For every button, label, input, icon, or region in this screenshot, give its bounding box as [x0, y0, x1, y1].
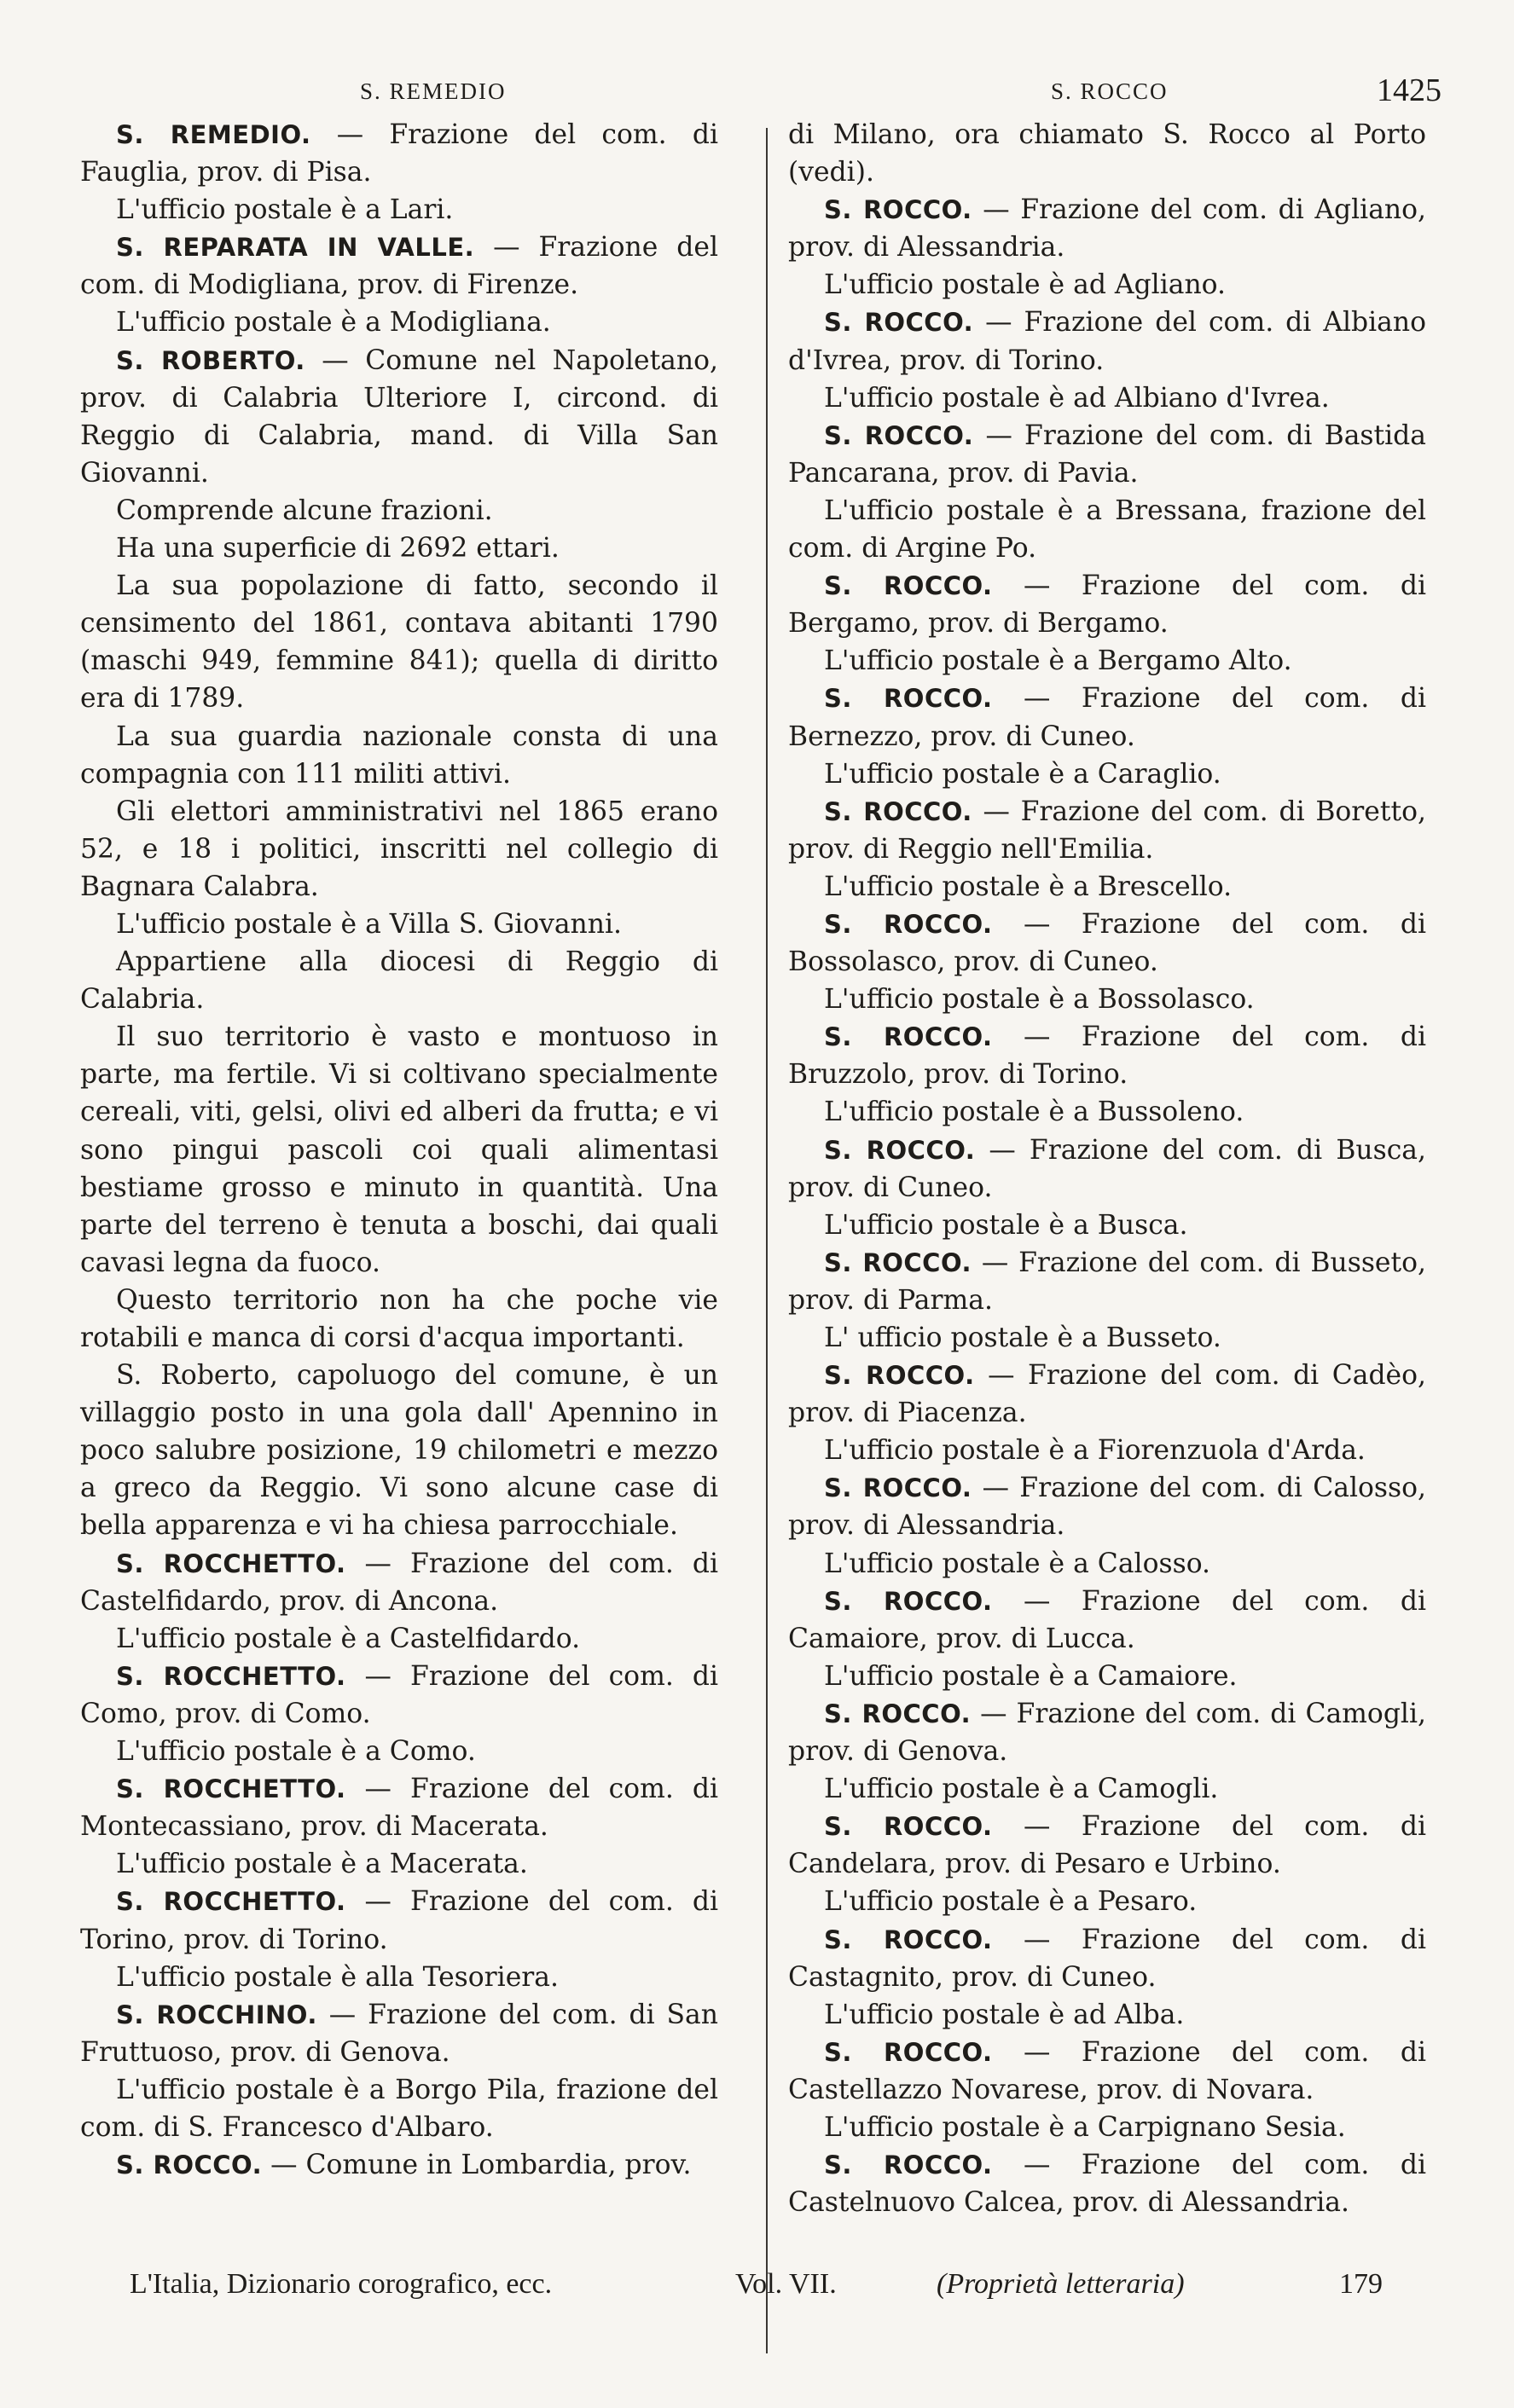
- text-paragraph: [80, 304, 718, 341]
- entry-text: L'ufficio postale è a Caraglio.: [824, 758, 1221, 790]
- entry-headword: S. ROCCO.: [824, 684, 993, 714]
- entry-text: — Frazione del com. di Bernezzo, prov. di Cuneo.: [788, 683, 1426, 752]
- text-paragraph: [788, 379, 1426, 417]
- entry-text: — Frazione del com. di Torino, prov. di Torino.: [80, 1886, 719, 1955]
- text-paragraph: [80, 2071, 718, 2146]
- entry-text: — Frazione del com. di Busca, prov. di Cuneo.: [788, 1134, 1426, 1203]
- text-paragraph: [80, 1620, 718, 1658]
- entry-headword: S. ROCCO.: [824, 571, 993, 601]
- entry-headword: S. ROCCO.: [824, 1699, 972, 1728]
- text-paragraph: [80, 492, 718, 530]
- entry-headword: S. ROCCO.: [824, 2150, 993, 2180]
- entry-text: — Frazione del com. di Albiano d'Ivrea, prov. di Torino.: [788, 307, 1426, 376]
- entry-text: — Frazione del com. di Castellazzo Novarese, prov. di Novara.: [788, 2036, 1426, 2105]
- entry-text: Ha una superficie di 2692 ettari.: [116, 533, 560, 564]
- text-paragraph: [80, 1845, 718, 1883]
- entry-text: Comprende alcune frazioni.: [116, 495, 493, 526]
- entry-text: — Frazione del com. di Calosso, prov. di Alessandria.: [788, 1473, 1426, 1542]
- entry-paragraph: [788, 1921, 1426, 1996]
- entry-headword: S. ROCCO.: [824, 909, 993, 939]
- entry-paragraph: [788, 304, 1426, 379]
- entry-paragraph: [80, 116, 718, 191]
- entry-text: L'ufficio postale è a Bussoleno.: [824, 1097, 1244, 1128]
- entry-text: — Frazione del com. di Bruzzolo, prov. di Torino.: [788, 1022, 1426, 1091]
- entry-headword: S. ROCCO.: [824, 1473, 972, 1503]
- entry-headword: S. ROCCO.: [824, 1361, 975, 1391]
- entry-paragraph: [788, 1808, 1426, 1883]
- text-paragraph: [788, 2109, 1426, 2146]
- entry-headword: S. ROCCO.: [824, 420, 974, 450]
- entry-text: Appartiene alla diocesi di Reggio di Calabria.: [80, 946, 718, 1016]
- entry-text: L'ufficio postale è a Lari.: [116, 194, 454, 226]
- entry-paragraph: [80, 1770, 718, 1845]
- text-paragraph: [788, 1770, 1426, 1808]
- entry-headword: S. ROCCO.: [116, 2150, 263, 2180]
- footer-property-notice: (Proprietà letteraria): [937, 2268, 1185, 2300]
- text-paragraph: [80, 906, 718, 943]
- entry-text: — Frazione del com. di Como, prov. di Como.: [80, 1660, 719, 1729]
- entry-text: L'ufficio postale è ad Agliano.: [824, 269, 1226, 301]
- entry-paragraph: [80, 2146, 718, 2184]
- entry-text: L'ufficio postale è a Brescello.: [824, 871, 1233, 902]
- entry-paragraph: [788, 793, 1426, 868]
- entry-text: L' ufficio postale è a Busseto.: [824, 1323, 1221, 1353]
- text-paragraph: [788, 1658, 1426, 1695]
- column-divider: [766, 128, 768, 2353]
- entry-paragraph: [788, 1244, 1426, 1319]
- entry-paragraph: [788, 1132, 1426, 1207]
- entry-paragraph: [788, 191, 1426, 266]
- entry-text: L'ufficio postale è alla Tesoriera.: [116, 1961, 560, 1993]
- text-paragraph: [80, 567, 718, 717]
- text-paragraph: [80, 718, 718, 793]
- entry-paragraph: [80, 1996, 718, 2071]
- entry-headword: S. ROCCO.: [824, 1135, 976, 1165]
- entry-text: Questo territorio non ha che poche vie rotabili e manca di corsi d'acqua importanti.: [80, 1284, 718, 1353]
- entry-text: L'ufficio postale è a Bressana, frazione del com. di Argine Po.: [788, 495, 1426, 564]
- entry-headword: S. ROCCHETTO.: [116, 1887, 346, 1917]
- entry-headword: S. ROCCO.: [824, 1812, 993, 1842]
- text-paragraph: [788, 1207, 1426, 1244]
- entry-text: — Frazione del com. di Modigliana, prov. di Firenze.: [80, 232, 718, 301]
- entry-text: Il suo territorio è vasto e montuoso in parte, ma fertile. Vi si coltivano specialmente cereali, viti, gelsi, olivi ed alberi da frutta; e vi sono pingui pascoli coi quali alimentasi bestiame grosso e minuto in quantità. Una parte del terreno è tenuta a boschi, dai quali cavasi legna da fuoco.: [80, 1022, 718, 1278]
- footer-title: L'Italia, Dizionario corografico, ecc.: [130, 2268, 553, 2300]
- entry-text: L'ufficio postale è a Como.: [116, 1736, 476, 1768]
- entry-paragraph: [80, 1545, 718, 1620]
- entry-paragraph: [788, 417, 1426, 492]
- entry-headword: S. ROCCO.: [824, 308, 974, 338]
- entry-text: — Frazione del com. di Camaiore, prov. di Lucca.: [788, 1585, 1426, 1654]
- entry-paragraph: [788, 906, 1426, 981]
- entry-text: L'ufficio postale è a Camaiore.: [824, 1660, 1238, 1692]
- text-paragraph: [788, 116, 1426, 191]
- entry-text: — Frazione del com. di Camogli, prov. di Genova.: [788, 1698, 1426, 1768]
- entry-paragraph: [80, 229, 718, 304]
- text-paragraph: [788, 755, 1426, 793]
- entry-headword: S. ROCCO.: [824, 1247, 972, 1277]
- entry-headword: S. ROCCHETTO.: [116, 1774, 346, 1804]
- text-paragraph: [788, 1093, 1426, 1131]
- text-paragraph: [788, 1432, 1426, 1469]
- entry-headword: S. ROCCO.: [824, 1022, 993, 1052]
- text-paragraph: [80, 1357, 718, 1544]
- text-paragraph: [788, 1883, 1426, 1920]
- entry-text: L'ufficio postale è a Villa S. Giovanni.: [116, 908, 622, 940]
- entry-text: L'ufficio postale è ad Albiano d'Ivrea.: [824, 382, 1330, 414]
- entry-paragraph: [788, 567, 1426, 642]
- entry-paragraph: [788, 1357, 1426, 1432]
- entry-headword: S. REPARATA IN VALLE.: [116, 233, 475, 263]
- entry-text: — Comune nel Napoletano, prov. di Calabria Ulteriore I, circond. di Reggio di Calabria, mand. di Villa San Giovanni.: [80, 344, 718, 489]
- entry-text: L'ufficio postale è a Modigliana.: [116, 307, 551, 339]
- entry-text: — Frazione del com. di Bossolasco, prov. di Cuneo.: [788, 908, 1426, 978]
- text-paragraph: [788, 1319, 1426, 1357]
- text-paragraph: [788, 981, 1426, 1018]
- entry-text: L'ufficio postale è a Macerata.: [116, 1849, 528, 1880]
- text-paragraph: [80, 1733, 718, 1770]
- entry-headword: S. ROBERTO.: [116, 345, 305, 375]
- entry-paragraph: [80, 1658, 718, 1733]
- entry-text: L'ufficio postale è a Bergamo Alto.: [824, 645, 1292, 677]
- text-paragraph: [80, 530, 718, 567]
- entry-text: — Frazione del com. di Bergamo, prov. di Bergamo.: [788, 570, 1426, 640]
- entry-text: di Milano, ora chiamato S. Rocco al Porto (vedi).: [788, 119, 1426, 188]
- entry-text: L'ufficio postale è a Bossolasco.: [824, 984, 1255, 1016]
- entry-text: — Frazione del com. di Castelfidardo, prov. di Ancona.: [80, 1548, 719, 1617]
- entry-text: — Frazione del com. di Castagnito, prov. di Cuneo.: [788, 1924, 1426, 1993]
- text-paragraph: [788, 642, 1426, 680]
- entry-headword: S. ROCCO.: [824, 1586, 993, 1616]
- entry-paragraph: [80, 342, 718, 492]
- entry-text: — Frazione del com. di Cadèo, prov. di Piacenza.: [788, 1360, 1426, 1429]
- entry-text: — Frazione del com. di Agliano, prov. di Alessandria.: [788, 194, 1426, 263]
- entry-text: — Frazione del com. di Bastida Pancarana, prov. di Pavia.: [788, 420, 1426, 489]
- entry-text: S. Roberto, capoluogo del comune, è un villaggio posto in una gola dall' Apennino in poco salubre posizione, 19 chilometri e mezzo a greco da Reggio. Vi sono alcune case di bella apparenza e vi ha chiesa parrocchiale.: [80, 1360, 718, 1542]
- entry-paragraph: [788, 680, 1426, 755]
- entry-text: L'ufficio postale è a Calosso.: [824, 1548, 1211, 1579]
- text-paragraph: [80, 793, 718, 906]
- entry-text: L'ufficio postale è ad Alba.: [824, 1999, 1185, 2030]
- entry-text: — Frazione del com. di San Fruttuoso, prov. di Genova.: [80, 1999, 718, 2068]
- text-paragraph: [788, 1996, 1426, 2034]
- entry-text: L'ufficio postale è a Camogli.: [824, 1774, 1219, 1805]
- text-paragraph: [80, 943, 718, 1018]
- entry-text: La sua guardia nazionale consta di una compagnia con 111 militi attivi.: [80, 721, 718, 790]
- page-footer: [0, 2268, 1514, 2319]
- entry-headword: S. ROCCHINO.: [116, 2000, 317, 2029]
- text-paragraph: [788, 266, 1426, 304]
- entry-text: L'ufficio postale è a Busca.: [824, 1209, 1188, 1241]
- entry-text: La sua popolazione di fatto, secondo il censimento del 1861, contava abitanti 1790 (maschi 949, femmine 841); quella di diritto era di 1789.: [80, 570, 718, 715]
- entry-text: — Frazione del com. di Fauglia, prov. di Pisa.: [80, 119, 718, 188]
- entry-text: L'ufficio postale è a Castelfidardo.: [116, 1623, 581, 1654]
- text-paragraph: [80, 191, 718, 229]
- entry-headword: S. ROCCO.: [824, 195, 972, 225]
- entry-text: L'ufficio postale è a Fiorenzuola d'Arda.: [824, 1435, 1366, 1467]
- left-column: [80, 116, 718, 2184]
- entry-text: — Frazione del com. di Montecassiano, prov. di Macerata.: [80, 1774, 719, 1843]
- entry-text: — Frazione del com. di Boretto, prov. di Reggio nell'Emilia.: [788, 796, 1426, 865]
- entry-paragraph: [788, 2146, 1426, 2221]
- right-column: [788, 116, 1426, 2221]
- entry-text: L'ufficio postale è a Pesaro.: [824, 1886, 1198, 1918]
- left-running-head: S. REMEDIO: [360, 78, 507, 104]
- page-number: 1425: [1377, 72, 1441, 108]
- entry-text: Gli elettori amministrativi nel 1865 erano 52, e 18 i politici, inscritti nel collegio di Bagnara Calabra.: [80, 796, 718, 902]
- text-paragraph: [788, 492, 1426, 567]
- right-running-head: S. ROCCO: [1051, 78, 1169, 104]
- entry-text: L'ufficio postale è a Borgo Pila, frazione del com. di S. Francesco d'Albaro.: [80, 2074, 718, 2143]
- entry-headword: S. ROCCHETTO.: [116, 1661, 346, 1691]
- footer-signature: 179: [1339, 2268, 1383, 2300]
- entry-headword: S. ROCCO.: [824, 2037, 993, 2067]
- entry-paragraph: [80, 1883, 718, 1958]
- entry-paragraph: [788, 1018, 1426, 1093]
- text-paragraph: [80, 1282, 718, 1357]
- entry-headword: S. ROCCO.: [824, 1925, 993, 1954]
- entry-text: — Frazione del com. di Candelara, prov. di Pesaro e Urbino.: [788, 1811, 1426, 1880]
- entry-text: — Comune in Lombardia, prov.: [262, 2150, 692, 2181]
- entry-paragraph: [788, 2034, 1426, 2109]
- entry-text: — Frazione del com. di Busseto, prov. di Parma.: [788, 1247, 1426, 1316]
- entry-headword: S. REMEDIO.: [116, 120, 311, 149]
- text-paragraph: [80, 1959, 718, 1996]
- entry-paragraph: [788, 1583, 1426, 1658]
- text-paragraph: [80, 1018, 718, 1282]
- text-paragraph: [788, 1545, 1426, 1583]
- entry-paragraph: [788, 1469, 1426, 1544]
- entry-headword: S. ROCCHETTO.: [116, 1548, 346, 1578]
- text-paragraph: [788, 868, 1426, 906]
- entry-headword: S. ROCCO.: [824, 796, 972, 826]
- entry-text: L'ufficio postale è a Carpignano Sesia.: [824, 2111, 1346, 2143]
- footer-volume: Vol. VII.: [735, 2268, 837, 2300]
- entry-paragraph: [788, 1695, 1426, 1770]
- entry-text: — Frazione del com. di Castelnuovo Calcea, prov. di Alessandria.: [788, 2150, 1426, 2219]
